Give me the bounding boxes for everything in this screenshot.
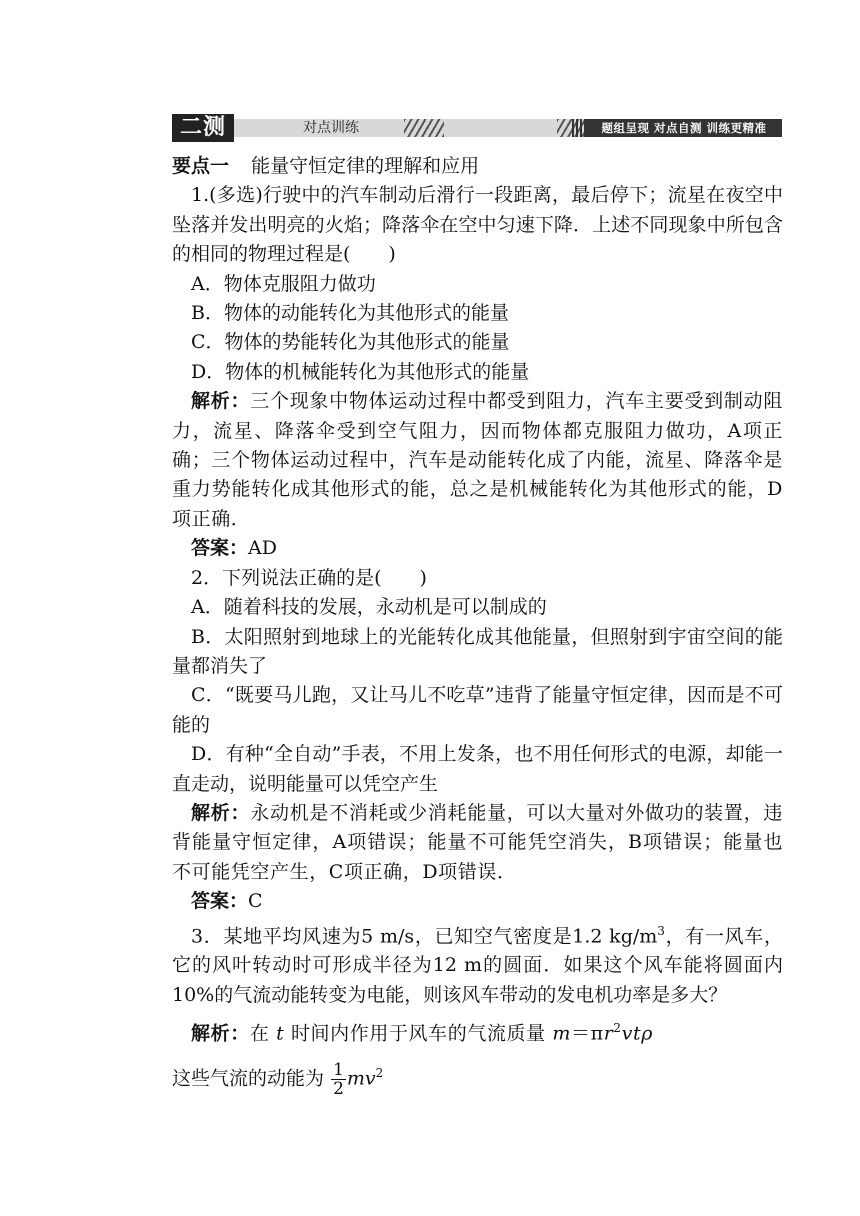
q3-stem-sup: 3 (657, 923, 665, 938)
banner-bars-decor (572, 119, 586, 137)
document-body (172, 152, 783, 1099)
q3-sol-sup: 2 (375, 1065, 384, 1080)
q3-sol-text: 时间内作用于风车的气流质量 (290, 1022, 546, 1045)
q1-stem: 1.(多选)行驶中的汽车制动后滑行一段距离，最后停下；流星在夜空中坠落并发出明亮的火焰；降落伞在空中匀速下降．上述不同现象中所包含的相同的物理过程是( ) (172, 184, 783, 266)
q1-solution (172, 387, 783, 534)
q1-option-c: C．物体的势能转化为其他形式的能量 (191, 331, 510, 354)
q2-answer (172, 887, 783, 916)
q1-answer (172, 534, 783, 563)
q3-stem (172, 917, 783, 1011)
section-title: 能量守恒定律的理解和应用 (251, 155, 480, 177)
section-label: 要点一 (172, 155, 230, 177)
var-t: t (276, 1022, 285, 1045)
q1-option-a: A．物体克服阻力做功 (191, 272, 376, 295)
q3-sol-text: 在 (249, 1022, 270, 1045)
fraction-denominator: 2 (333, 1078, 344, 1099)
q2-option-b: B．太阳照射到地球上的光能转化成其他能量，但照射到宇宙空间的能量都消失了 (172, 625, 783, 677)
answer-label: 答案： (191, 890, 249, 913)
banner-middle-label: 对点训练 (303, 120, 359, 136)
var-r: r (603, 1022, 614, 1045)
answer-label: 答案： (191, 537, 249, 560)
q2-solution-text: 永动机是不消耗或少消耗能量，可以大量对外做功的装置，违背能量守恒定律，A项错误；能量不可能凭空消失，B项错误；能量也不可能凭空产生，C项正确，D项错误． (172, 801, 783, 883)
q3-stem-part-b: ，有一风车，它的风叶转动时可形成半径为12 m的圆面．如果这个风车能将圆面内10%的气流动能转变为电能，则该风车带动的发电机功率是多大？ (172, 924, 783, 1006)
q1-option-b: B．物体的动能转化为其他形式的能量 (191, 302, 509, 325)
solution-label: 解析： (191, 390, 251, 413)
q2-answer-value: C (248, 890, 263, 913)
q3-stem-part-a: 3．某地平均风速为5 m/s，已知空气密度是1.2 kg/m (191, 924, 658, 947)
q1-answer-value: AD (248, 537, 277, 560)
q1-solution-text: 三个现象中物体运动过程中都受到阻力，汽车主要受到制动阻力，流星、降落伞受到空气阻力，因而物体都克服阻力做功，A项正确；三个物体运动过程中，汽车是动能转化成了内能，流星、降落伞是重力势能转化成其他形式的能，总之是机械能转化为其他形式的能，D项正确． (172, 390, 783, 530)
q1-option-d: D．物体的机械能转化为其他形式的能量 (191, 360, 530, 383)
solution-label: 解析： (191, 801, 251, 824)
banner-right-label: 题组呈现 对点自测 训练更精准 (586, 119, 782, 137)
solution-label: 解析： (191, 1022, 250, 1045)
section-heading (172, 152, 783, 181)
q3-sol-eq: ＝π (571, 1022, 604, 1045)
q3-solution-line1 (172, 1014, 783, 1049)
q2-option-d: D．有种“全自动”手表，不用上发条，也不用任何形式的电源，却能一直走动，说明能量可以凭空产生 (172, 743, 783, 795)
q3-sol-sup: 2 (613, 1021, 622, 1036)
banner-stripes-decor (404, 119, 444, 137)
q2-option-a: A．随着科技的发展，永动机是可以制成的 (191, 596, 547, 619)
fraction (331, 1061, 346, 1098)
var-mv: mv (346, 1067, 376, 1090)
section-banner (172, 114, 782, 142)
q2-solution (172, 799, 783, 887)
var-vt-rho: vtρ (621, 1022, 653, 1045)
var-m: m (552, 1022, 572, 1045)
q3-sol-text: 这些气流的动能为 (172, 1067, 325, 1090)
q2-stem: 2．下列说法正确的是( ) (191, 566, 427, 589)
fraction-numerator: 1 (333, 1059, 344, 1080)
q3-solution-line2 (172, 1055, 783, 1099)
banner-tag: 二测 (172, 114, 234, 142)
q2-option-c: C．“既要马儿跑，又让马儿不吃草”违背了能量守恒定律，因而是不可能的 (172, 684, 783, 736)
